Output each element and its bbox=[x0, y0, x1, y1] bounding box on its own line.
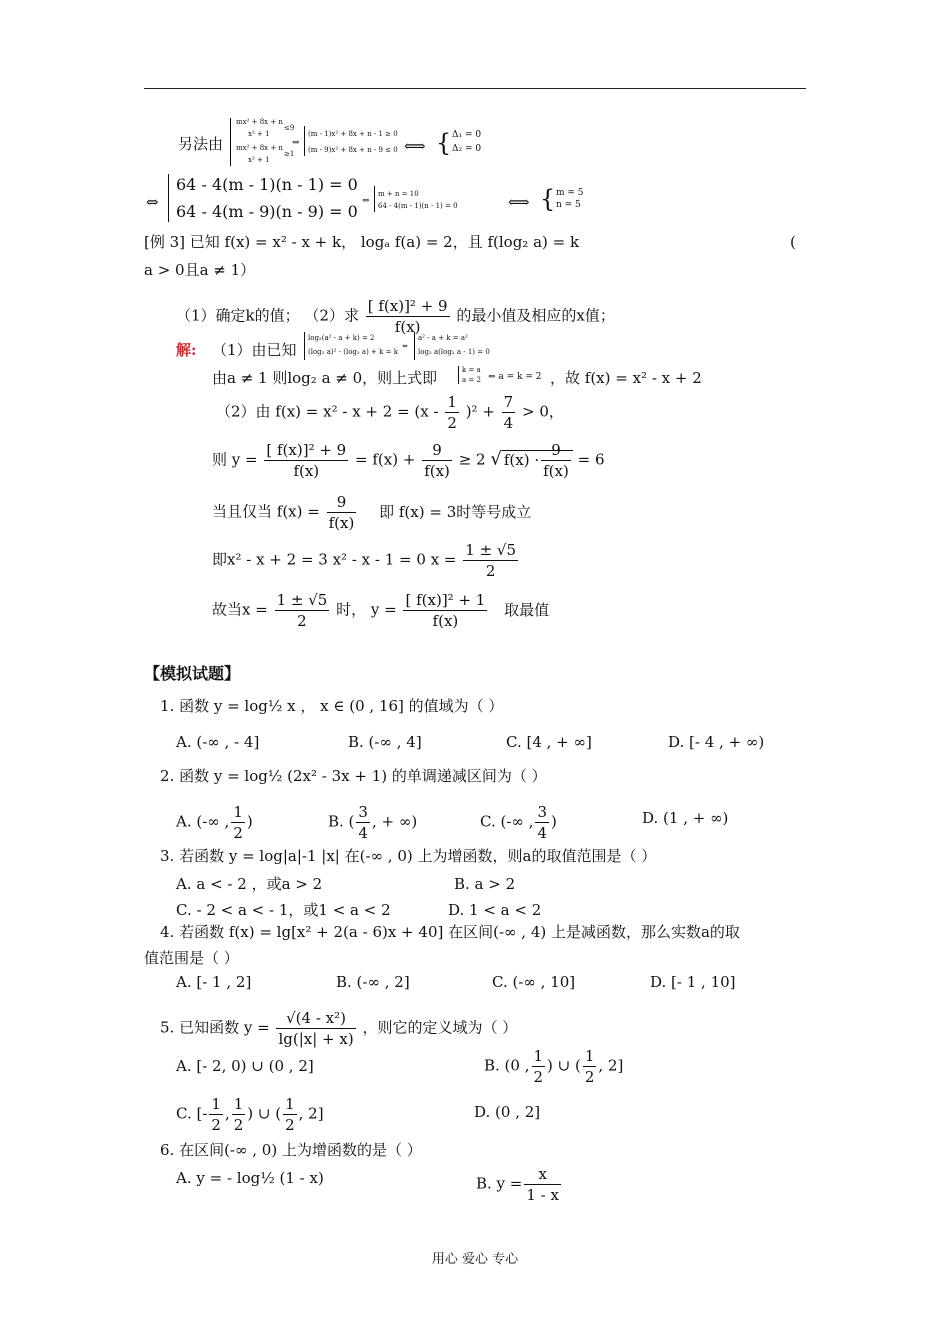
numerator: [ f(x)]² + 9 bbox=[266, 441, 347, 459]
fraction bbox=[283, 1094, 297, 1135]
option-d: D. [- 4 , + ∞) bbox=[668, 733, 765, 751]
fraction bbox=[583, 1046, 597, 1087]
denominator: 2 bbox=[211, 1116, 221, 1134]
option-text: B. (0 , bbox=[484, 1056, 530, 1075]
system-line: a² - a + k = a² bbox=[418, 334, 468, 342]
system-line: m + n = 10 bbox=[378, 190, 419, 198]
expression: 故当x = bbox=[212, 600, 268, 619]
fraction bbox=[264, 440, 348, 481]
numerator: 9 bbox=[327, 492, 357, 513]
expression: （2）由 f(x) = x² - x + 2 = (x - bbox=[216, 402, 439, 421]
expression: 则 y = bbox=[212, 450, 258, 469]
example-3-condition: a > 0且a ≠ 1） bbox=[144, 261, 256, 279]
fraction bbox=[232, 1094, 246, 1135]
page-footer: 用心 爱心 专心 bbox=[431, 1252, 519, 1267]
option-b: B. (-∞ , 2] bbox=[336, 973, 410, 991]
option-b: B. (-∞ , 4] bbox=[348, 733, 422, 751]
option-c: C. (-∞ , 10] bbox=[492, 973, 576, 991]
iff-symbol: ⇔ bbox=[292, 138, 300, 148]
system-brace bbox=[304, 126, 305, 156]
iff-symbol: ⇔ bbox=[402, 342, 408, 350]
option-d: D. [- 1 , 10] bbox=[650, 973, 736, 991]
fraction bbox=[445, 392, 459, 433]
option-d: D. (1 , + ∞) bbox=[642, 809, 729, 827]
option-c bbox=[176, 1094, 324, 1135]
solution-step-4 bbox=[212, 440, 605, 481]
fraction bbox=[276, 1008, 355, 1049]
option-a: A. y = - log½ (1 - x) bbox=[176, 1169, 324, 1187]
numerator: 1 bbox=[233, 803, 243, 821]
question-2: 2. 函数 y = log½ (2x² - 3x + 1) 的单调递减区间为（ ） bbox=[160, 767, 547, 785]
denominator: 1 - x bbox=[526, 1186, 559, 1204]
paren-open: ( bbox=[790, 233, 796, 251]
sqrt-symbol: √ bbox=[490, 448, 502, 470]
denominator: 4 bbox=[503, 414, 514, 432]
solution-step-7 bbox=[212, 590, 549, 631]
option-b bbox=[328, 802, 417, 843]
numerator: 3 bbox=[537, 803, 547, 821]
expression: 取最值 bbox=[504, 600, 550, 619]
denominator: 2 bbox=[533, 1068, 544, 1086]
system-line: 64 - 4(m - 1)(n - 1) = 0 bbox=[378, 202, 458, 210]
fraction bbox=[231, 802, 245, 843]
equation-line: 64 - 4(m - 9)(n - 9) = 0 bbox=[176, 202, 358, 221]
option-a: A. a < - 2 ，或a > 2 bbox=[176, 875, 323, 893]
option-a bbox=[176, 802, 253, 843]
option-a: A. [- 1 , 2] bbox=[176, 973, 252, 991]
example-3-question bbox=[176, 296, 615, 337]
question-3: 3. 若函数 y = log|a|-1 |x| 在(-∞ , 0) 上为增函数，则a的取值范围是（ ） bbox=[160, 847, 657, 865]
numerator: 1 ± √5 bbox=[465, 541, 517, 559]
system-line: x² + 1 bbox=[248, 156, 270, 164]
question-text: 5. 已知函数 y = bbox=[160, 1018, 270, 1037]
question-6: 6. 在区间(-∞ , 0) 上为增函数的是（ ） bbox=[160, 1141, 422, 1159]
system-line: log₂(a² - a + k) = 2 bbox=[308, 334, 375, 342]
option-c: C. - 2 < a < - 1，或1 < a < 2 bbox=[176, 901, 391, 919]
expression: ≥ 2 bbox=[458, 450, 486, 469]
numerator: 1 bbox=[233, 1095, 244, 1113]
numerator: [ f(x)]² + 9 bbox=[367, 297, 448, 315]
denominator: 4 bbox=[537, 824, 547, 842]
equation-line: 64 - 4(m - 1)(n - 1) = 0 bbox=[176, 175, 358, 194]
numerator: 3 bbox=[358, 803, 368, 821]
fraction bbox=[209, 1094, 223, 1135]
option-text: B. ( bbox=[328, 812, 355, 831]
other-method-prefix: 另法由 bbox=[178, 135, 224, 153]
fraction bbox=[502, 392, 516, 433]
system-line: log₂ a(log₂ a - 1) = 0 bbox=[418, 348, 490, 356]
solution-step-2-tail: ，故 f(x) = x² - x + 2 bbox=[550, 369, 702, 387]
system-line: x² + 1 bbox=[248, 130, 270, 138]
system-brace bbox=[458, 366, 459, 384]
denominator: 2 bbox=[297, 612, 307, 630]
option-text: C. (-∞ , bbox=[480, 812, 534, 831]
expression: 即x² - x + 2 = 3 x² - x - 1 = 0 x = bbox=[212, 550, 457, 569]
option-text: , 2] bbox=[598, 1056, 624, 1075]
system-brace bbox=[230, 118, 231, 166]
fraction bbox=[532, 1046, 546, 1087]
fraction bbox=[366, 296, 450, 337]
delta-line: Δ₁ = 0 bbox=[452, 130, 482, 140]
fraction bbox=[275, 590, 330, 631]
option-d: D. (0 , 2] bbox=[474, 1103, 541, 1121]
numerator: [ f(x)]² + 1 bbox=[405, 591, 486, 609]
solution-label: 解: bbox=[176, 341, 197, 359]
option-text: ) ∪ ( bbox=[547, 1056, 581, 1075]
option-text: , + ∞) bbox=[371, 812, 418, 831]
denominator: 2 bbox=[447, 414, 457, 432]
denominator: 2 bbox=[233, 1116, 244, 1134]
expression: 时， y = bbox=[336, 600, 397, 619]
brace-glyph: { bbox=[540, 185, 556, 213]
expression: > 0， bbox=[522, 402, 564, 421]
option-c bbox=[480, 802, 557, 843]
denominator: f(x) bbox=[543, 462, 569, 480]
denominator: 4 bbox=[358, 824, 368, 842]
denominator: f(x) bbox=[394, 318, 421, 336]
option-b bbox=[484, 1046, 623, 1087]
option-text: , 2] bbox=[298, 1104, 324, 1123]
option-text: , bbox=[224, 1104, 230, 1123]
expression: )² + bbox=[465, 402, 495, 421]
option-a: A. (-∞ , - 4] bbox=[176, 733, 260, 751]
fraction bbox=[535, 802, 549, 843]
solution-step-1: （1）由已知 bbox=[212, 341, 297, 359]
denominator: 2 bbox=[233, 824, 243, 842]
numerator: 9 bbox=[422, 440, 452, 461]
denominator: f(x) bbox=[328, 514, 355, 532]
option-b bbox=[476, 1164, 563, 1205]
header-rule bbox=[144, 88, 806, 89]
expression: f(x) · bbox=[503, 450, 540, 469]
result-text: ⇔ a = k = 2 bbox=[488, 372, 542, 382]
denominator: f(x) bbox=[432, 612, 459, 630]
sqrt-body bbox=[502, 441, 573, 480]
system-line: ≥1 bbox=[284, 150, 295, 158]
denominator: 2 bbox=[285, 1116, 295, 1134]
system-line: (m - 9)x² + 8x + n - 9 ≤ 0 bbox=[308, 146, 398, 154]
fraction bbox=[524, 1164, 561, 1205]
fraction bbox=[403, 590, 487, 631]
expression: 即 f(x) = 3时等号成立 bbox=[379, 502, 532, 521]
arrow-symbol: ⟺ bbox=[508, 193, 530, 211]
system-line: a = 2 bbox=[462, 376, 481, 384]
numerator: x bbox=[524, 1164, 561, 1185]
question-4: 4. 若函数 f(x) = lg[x² + 2(a - 6)x + 40] 在区间(-∞ , 4) 上是减函数，那么实数a的取 bbox=[160, 923, 740, 941]
system-line: k = a bbox=[462, 366, 481, 374]
arrow-symbol: ⟺ bbox=[404, 137, 426, 155]
fraction bbox=[463, 540, 518, 581]
denominator: f(x) bbox=[424, 462, 450, 480]
brace-glyph: { bbox=[436, 129, 452, 157]
system-line: (m - 1)x² + 8x + n - 1 ≥ 0 bbox=[308, 130, 398, 138]
system-brace bbox=[168, 174, 169, 222]
fraction bbox=[327, 492, 357, 533]
solution-step-6 bbox=[212, 540, 520, 581]
numerator: 7 bbox=[503, 393, 514, 411]
numerator: 9 bbox=[541, 440, 571, 461]
fraction bbox=[356, 802, 370, 843]
numerator: 1 ± √5 bbox=[276, 591, 328, 609]
numerator: √(4 - x²) bbox=[276, 1008, 355, 1029]
expression: = f(x) + bbox=[355, 450, 416, 469]
system-line: ≤9 bbox=[284, 124, 295, 132]
question-text: （1）确定k的值； （2）求 bbox=[176, 306, 359, 325]
result-line: n = 5 bbox=[556, 200, 581, 210]
denominator: 2 bbox=[485, 562, 496, 580]
numerator: 1 bbox=[584, 1047, 595, 1065]
numerator: 1 bbox=[533, 1047, 544, 1065]
numerator: 1 bbox=[285, 1095, 295, 1113]
solution-step-3 bbox=[216, 392, 564, 433]
numerator: 1 bbox=[211, 1095, 221, 1113]
option-text: ) bbox=[550, 812, 557, 831]
iff-symbol: ⇔ bbox=[146, 193, 159, 211]
solution-step-5 bbox=[212, 492, 531, 533]
system-line: mx² + 8x + n bbox=[236, 118, 283, 126]
question-5 bbox=[160, 1008, 517, 1049]
iff-symbol: ⇔ bbox=[362, 196, 370, 206]
option-text: ) bbox=[246, 812, 253, 831]
expression: 当且仅当 f(x) = bbox=[212, 502, 320, 521]
system-brace bbox=[374, 186, 375, 212]
denominator: 2 bbox=[584, 1068, 595, 1086]
system-brace bbox=[304, 332, 305, 360]
example-3-statement: [例 3] 已知 f(x) = x² - x + k， logₐ f(a) = 2，且 f(log₂ a) = k bbox=[144, 233, 580, 251]
question-4-continued: 值范围是（ ） bbox=[144, 949, 239, 967]
option-c: C. [4 , + ∞] bbox=[506, 733, 592, 751]
question-text: ，则它的定义域为（ ） bbox=[362, 1018, 518, 1037]
option-a: A. [- 2, 0) ∪ (0 , 2] bbox=[176, 1057, 314, 1075]
solution-step-2: 由a ≠ 1 则log₂ a ≠ 0，则上式即 bbox=[212, 369, 438, 387]
expression: = 6 bbox=[577, 450, 605, 469]
option-d: D. 1 < a < 2 bbox=[448, 901, 542, 919]
option-text: ) ∪ ( bbox=[247, 1104, 282, 1123]
option-text: B. y = bbox=[476, 1174, 523, 1193]
system-brace bbox=[414, 332, 415, 360]
numerator: 1 bbox=[447, 393, 457, 411]
system-line: (log₂ a)² - (log₂ a) + k = k bbox=[308, 348, 398, 356]
question-1: 1. 函数 y = log½ x ， x ∈ (0 , 16] 的值域为（ ） bbox=[160, 697, 504, 715]
option-text: C. [- bbox=[176, 1104, 208, 1123]
denominator: lg(|x| + x) bbox=[278, 1030, 354, 1048]
fraction bbox=[422, 440, 452, 481]
delta-line: Δ₂ = 0 bbox=[452, 144, 482, 154]
result-line: m = 5 bbox=[556, 188, 584, 198]
section-title: 【模拟试题】 bbox=[144, 664, 241, 683]
question-tail: 的最小值及相应的x值； bbox=[456, 306, 615, 325]
option-b: B. a > 2 bbox=[454, 875, 516, 893]
denominator: f(x) bbox=[293, 462, 320, 480]
option-text: A. (-∞ , bbox=[176, 812, 230, 831]
system-line: mx² + 8x + n bbox=[236, 144, 283, 152]
fraction bbox=[541, 440, 571, 481]
